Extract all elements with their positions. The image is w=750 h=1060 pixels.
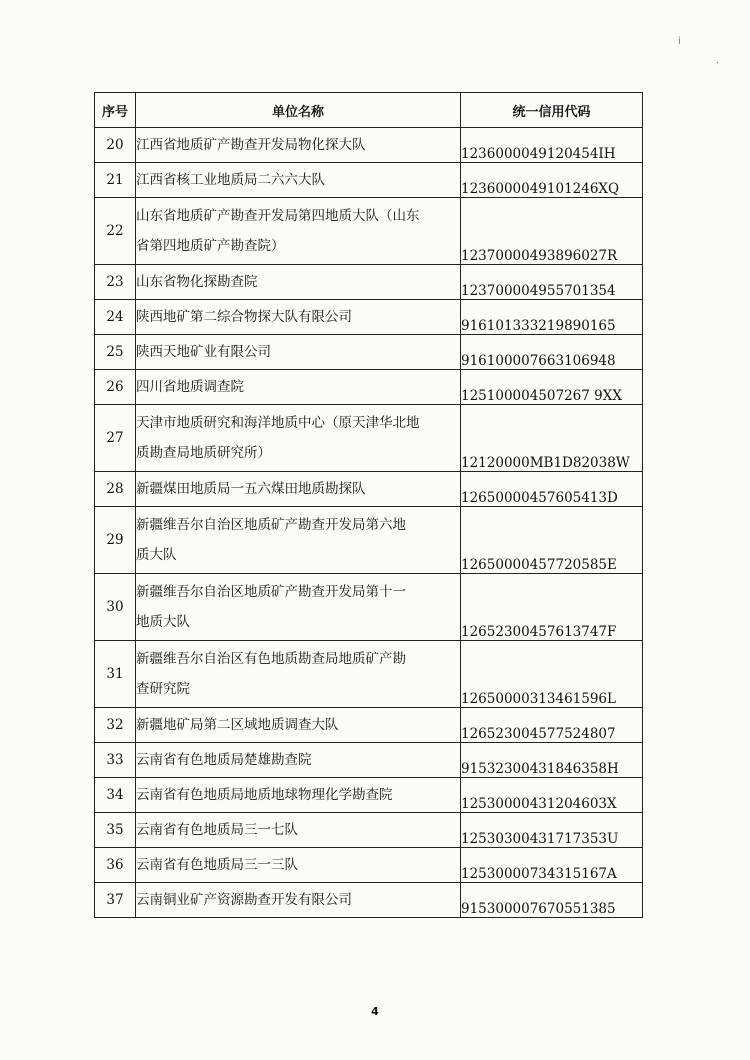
table-row (95, 370, 643, 405)
table-body (95, 128, 643, 918)
credit-code-cell: 915300007670551385 (461, 883, 643, 918)
serial-number-cell: 22 (95, 198, 136, 265)
table-row (95, 405, 643, 472)
credit-code-cell: 916101333219890165 (461, 300, 643, 335)
table-row (95, 163, 643, 198)
table-row (95, 335, 643, 370)
credit-code-cell: 916100007663106948 (461, 335, 643, 370)
credit-code-cell: 12530000431204603X (461, 778, 643, 813)
table-row (95, 472, 643, 507)
unit-name-cell (136, 472, 461, 507)
unit-name-line: 新疆煤田地质局一五六煤田地质勘探队 (136, 481, 366, 497)
serial-number-cell: 28 (95, 472, 136, 507)
unit-name-cell (136, 848, 461, 883)
table-row (95, 507, 643, 574)
credit-code-cell: 91532300431846358H (461, 743, 643, 778)
unit-name-cell (136, 405, 461, 472)
unit-name-line: 新疆维吾尔自治区地质矿产勘查开发局第十一 (136, 584, 406, 600)
unit-name-cell (136, 813, 461, 848)
table-row (95, 708, 643, 743)
credit-code-cell: 12650000457720585E (461, 507, 643, 574)
unit-name-line: 新疆地矿局第二区域地质调查大队 (136, 717, 339, 733)
serial-number-cell: 23 (95, 265, 136, 300)
scan-mark: ⅰ (678, 36, 681, 47)
serial-number-cell: 31 (95, 641, 136, 708)
unit-name-line: 质大队 (136, 547, 177, 563)
unit-name-line: 江西省地质矿产勘查开发局物化探大队 (136, 137, 366, 153)
credit-code-cell: 12652300457613747F (461, 574, 643, 641)
credit-code-cell: 12370000493896027R (461, 198, 643, 265)
serial-number-cell: 24 (95, 300, 136, 335)
unit-name-line: 云南省有色地质局三一七队 (136, 822, 298, 838)
table-row (95, 641, 643, 708)
serial-number-cell: 26 (95, 370, 136, 405)
serial-number-cell: 32 (95, 708, 136, 743)
header-serial-number: 序号 (95, 93, 136, 128)
unit-name-line: 江西省核工业地质局二六六大队 (136, 172, 325, 188)
unit-name-line: 质勘查局地质研究所） (136, 445, 271, 461)
unit-name-line: 云南铜业矿产资源勘查开发有限公司 (136, 892, 352, 908)
unit-name-cell (136, 300, 461, 335)
unit-name-cell (136, 198, 461, 265)
unit-name-cell (136, 335, 461, 370)
serial-number-cell: 27 (95, 405, 136, 472)
header-credit-code: 统一信用代码 (461, 93, 643, 128)
serial-number-cell: 37 (95, 883, 136, 918)
table-header-row (95, 93, 643, 128)
unit-name-line: 陕西天地矿业有限公司 (136, 344, 271, 360)
table-row (95, 848, 643, 883)
credit-code-cell: 1236000049101246XQ (461, 163, 643, 198)
unit-name-line: 云南省有色地质局地质地球物理化学勘查院 (136, 787, 393, 803)
serial-number-cell: 30 (95, 574, 136, 641)
serial-number-cell: 36 (95, 848, 136, 883)
table-row (95, 813, 643, 848)
table-row (95, 883, 643, 918)
credit-code-cell: 12120000MB1D82038W (461, 405, 643, 472)
serial-number-cell: 35 (95, 813, 136, 848)
unit-name-cell (136, 708, 461, 743)
unit-name-line: 地质大队 (136, 614, 190, 630)
unit-name-cell (136, 778, 461, 813)
credit-code-cell: 12650000457605413D (461, 472, 643, 507)
unit-name-line: 云南省有色地质局三一三队 (136, 857, 298, 873)
unit-name-line: 云南省有色地质局楚雄勘查院 (136, 752, 312, 768)
serial-number-cell: 25 (95, 335, 136, 370)
unit-name-line: 查研究院 (136, 681, 190, 697)
credit-code-cell: 12530000734315167A (461, 848, 643, 883)
page-number: 4 (371, 1005, 379, 1018)
unit-name-line: 陕西地矿第二综合物探大队有限公司 (136, 309, 352, 325)
unit-name-line: 四川省地质调查院 (136, 379, 244, 395)
credit-code-cell: 12650000313461596L (461, 641, 643, 708)
unit-name-cell (136, 265, 461, 300)
unit-name-cell (136, 370, 461, 405)
table-row (95, 743, 643, 778)
table-row (95, 300, 643, 335)
unit-name-cell (136, 128, 461, 163)
serial-number-cell: 21 (95, 163, 136, 198)
header-unit-name: 单位名称 (136, 93, 461, 128)
unit-name-line: 山东省物化探勘查院 (136, 274, 258, 290)
table-row (95, 265, 643, 300)
serial-number-cell: 29 (95, 507, 136, 574)
unit-name-line: 新疆维吾尔自治区有色地质勘查局地质矿产勘 (136, 651, 406, 667)
table-row (95, 574, 643, 641)
table-row (95, 128, 643, 163)
unit-name-cell (136, 507, 461, 574)
unit-name-cell (136, 743, 461, 778)
table-row (95, 778, 643, 813)
credit-code-cell: 126523004577524807 (461, 708, 643, 743)
unit-name-line: 省第四地质矿产勘查院） (136, 238, 285, 254)
unit-name-cell (136, 163, 461, 198)
credit-code-cell: 125100004507267 9XX (461, 370, 643, 405)
serial-number-cell: 34 (95, 778, 136, 813)
credit-code-cell: 1236000049120454IH (461, 128, 643, 163)
table-row (95, 198, 643, 265)
serial-number-cell: 33 (95, 743, 136, 778)
unit-name-line: 山东省地质矿产勘查开发局第四地质大队（山东 (136, 208, 420, 224)
unit-name-cell (136, 574, 461, 641)
credit-code-cell: 123700004955701354 (461, 265, 643, 300)
unit-name-line: 天津市地质研究和海洋地质中心（原天津华北地 (136, 415, 420, 431)
serial-number-cell: 20 (95, 128, 136, 163)
unit-name-cell (136, 883, 461, 918)
unit-name-cell (136, 641, 461, 708)
scan-mark: · (716, 58, 720, 69)
credit-code-cell: 12530300431717353U (461, 813, 643, 848)
unit-credit-code-table (94, 92, 643, 918)
unit-name-line: 新疆维吾尔自治区地质矿产勘查开发局第六地 (136, 517, 406, 533)
